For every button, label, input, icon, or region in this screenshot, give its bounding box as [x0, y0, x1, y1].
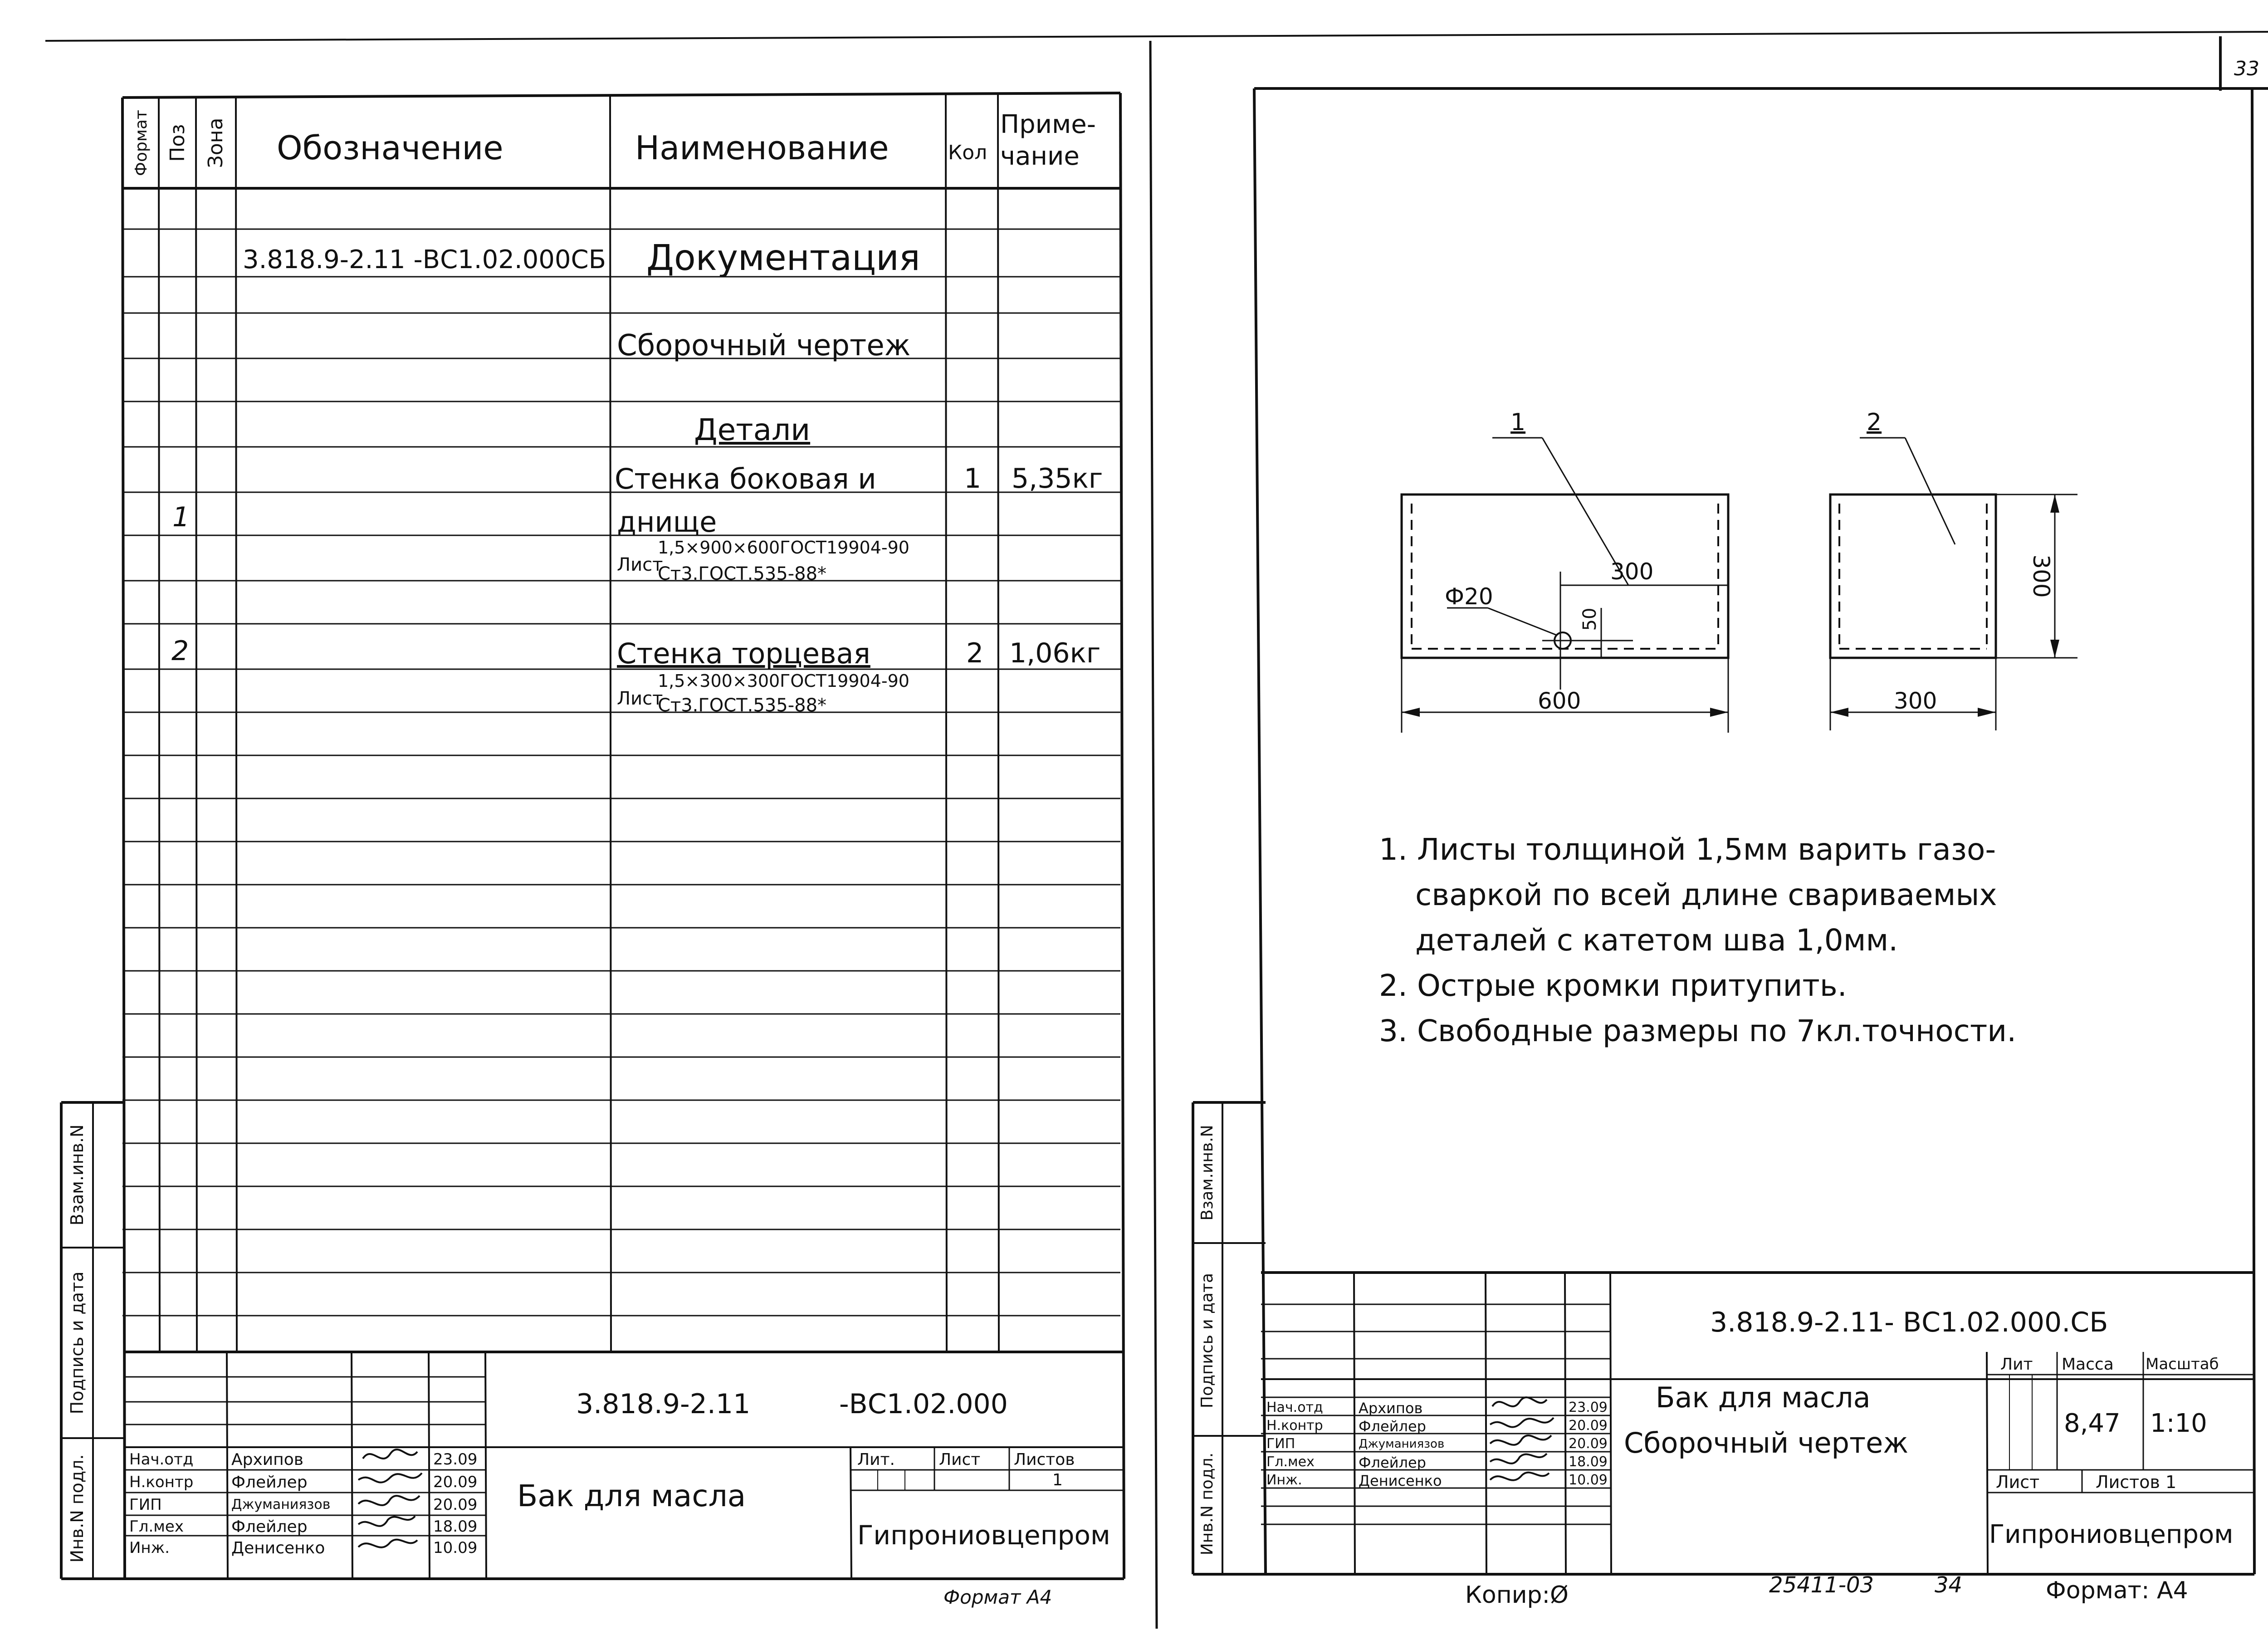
sig-date: 10.09 — [433, 1539, 478, 1557]
drawing-title-line-1: Бак для масла — [1656, 1381, 1871, 1414]
dim-d5: 300 — [1894, 688, 1937, 714]
dim-d1: Ф20 — [1445, 583, 1493, 610]
callout-2: 2 — [1867, 409, 1882, 436]
header-designation: Обозначение — [277, 129, 503, 167]
sig-name: Архипов — [231, 1450, 303, 1469]
footer-doc-number: 25411-03 — [1769, 1572, 1874, 1598]
drawing-lit-label: Лит — [2000, 1355, 2033, 1374]
header-name: Наименование — [635, 129, 889, 167]
footer-page: 34 — [1935, 1572, 1963, 1598]
sig-date: 20.09 — [1569, 1436, 1608, 1452]
drawing-title-line-2: Сборочный чертеж — [1624, 1426, 1909, 1459]
sig-name: Джуманиязов — [1359, 1437, 1445, 1451]
sig-role: ГИП — [1266, 1436, 1295, 1452]
sig-role: Нач.отд — [1266, 1400, 1323, 1415]
dim-d2: 300 — [1610, 558, 1654, 585]
item-2-material-top: 1,5×300×300ГОСТ19904-90 — [658, 671, 909, 691]
margin-inv-orig: Инв.N подл. — [67, 1454, 87, 1563]
sig-date: 23.09 — [1569, 1400, 1608, 1415]
note-line: деталей с катетом шва 1,0мм. — [1415, 923, 1898, 958]
section-details: Детали — [694, 412, 811, 447]
title-block-org: Гипрониовцепром — [857, 1520, 1110, 1551]
header-format: Формат — [132, 109, 151, 176]
title-block-code-suffix: -ВС1.02.000 — [839, 1388, 1008, 1420]
header-note: Приме-чание — [1000, 110, 1096, 171]
item-2-pos: 2 — [171, 635, 189, 667]
dim-d3: 50 — [1579, 607, 1600, 631]
drawing-scale-label: Масштаб — [2146, 1355, 2219, 1373]
title-block-title: Бак для масла — [517, 1479, 746, 1513]
assembly-drawing: Сборочный чертеж — [617, 329, 911, 362]
sig-name: Архипов — [1359, 1400, 1423, 1417]
drawing-title-block-org: Гипрониовцепром — [1989, 1520, 2234, 1549]
item-2-material-prefix: Лист — [617, 688, 663, 709]
title-block-sheets-label: Листов — [1014, 1450, 1075, 1469]
footer-copy: Копир:Ø — [1465, 1581, 1569, 1609]
margin-replace-inv-right: Взам.инв.N — [1198, 1125, 1217, 1221]
sig-role: Инж. — [1266, 1472, 1302, 1488]
format-label-left: Формат А4 — [943, 1586, 1052, 1608]
sig-role: Н.контр — [1266, 1418, 1323, 1434]
drawing-mass-value: 8,47 — [2064, 1409, 2121, 1438]
header-pos: Поз — [166, 124, 189, 162]
footer-format: Формат: А4 — [2046, 1577, 2188, 1604]
drawing-sheets-label: Листов 1 — [2096, 1472, 2177, 1492]
sig-role: Н.контр — [129, 1473, 194, 1491]
header-qty: Кол — [948, 141, 987, 164]
item-1-note: 5,35кг — [1012, 463, 1103, 494]
title-block-sheets-value: 1 — [1052, 1471, 1063, 1489]
sig-role: Гл.мех — [1266, 1454, 1315, 1470]
dim-d6: 300 — [2028, 554, 2054, 598]
sig-name: Флейлер — [231, 1473, 308, 1492]
sig-role: Гл.мех — [129, 1518, 184, 1536]
sig-date: 18.09 — [433, 1518, 478, 1536]
margin-signature-date: Подпись и дата — [67, 1271, 87, 1415]
sig-role: Нач.отд — [129, 1450, 194, 1469]
note-line: 1. Листы толщиной 1,5мм варить газо- — [1379, 832, 1996, 867]
note-line: сваркой по всей длине свариваемых — [1415, 877, 1997, 912]
item-1-pos: 1 — [172, 501, 190, 533]
note-line: 2. Острые кромки притупить. — [1379, 968, 1847, 1003]
title-block-lit-label: Лит. — [857, 1450, 895, 1469]
note-line: 3. Свободные размеры по 7кл.точности. — [1379, 1013, 2017, 1048]
title-block-sheet-label: Лист — [939, 1450, 981, 1469]
dim-d4: 600 — [1538, 688, 1581, 714]
sig-name: Флейлер — [1359, 1418, 1426, 1435]
page-number: 33 — [2234, 57, 2259, 80]
item-2-note: 1,06кг — [1009, 637, 1101, 669]
item-1-material-top: 1,5×900×600ГОСТ19904-90 — [658, 538, 909, 558]
item-1-qty: 1 — [964, 463, 982, 494]
sig-name: Денисенко — [231, 1539, 325, 1557]
item-1-material-bottom: Ст3.ГОСТ.535-88* — [658, 563, 827, 584]
drawing-mass-label: Масса — [2062, 1355, 2114, 1374]
sig-name: Флейлер — [231, 1518, 308, 1536]
margin-replace-inv: Взам.инв.N — [67, 1124, 87, 1226]
drawing-title-block-code: 3.818.9-2.11- ВС1.02.000.СБ — [1710, 1307, 2108, 1338]
sig-role: Инж. — [129, 1539, 170, 1557]
header-zone: Зона — [204, 118, 227, 168]
item-1-material-prefix: Лист — [617, 554, 663, 575]
doc-designation: 3.818.9-2.11 -ВС1.02.000СБ — [243, 245, 606, 274]
sig-date: 23.09 — [433, 1450, 478, 1469]
drawing-sheet-label: Лист — [1996, 1472, 2040, 1492]
sig-role: ГИП — [129, 1496, 162, 1514]
item-2-qty: 2 — [966, 637, 984, 669]
sig-name: Джуманиязов — [231, 1497, 331, 1513]
margin-inv-orig-right: Инв.N подл. — [1198, 1452, 1217, 1556]
sig-date: 20.09 — [1569, 1418, 1608, 1434]
sig-date: 20.09 — [433, 1473, 478, 1491]
sig-date: 20.09 — [433, 1496, 478, 1514]
sig-date: 18.09 — [1569, 1454, 1608, 1470]
item-2-name: Стенка торцевая — [617, 637, 870, 670]
sig-date: 10.09 — [1569, 1472, 1608, 1488]
margin-signature-date-right: Подпись и дата — [1198, 1273, 1217, 1409]
drawing-scale-value: 1:10 — [2150, 1409, 2207, 1438]
item-1-name: Стенка боковая и — [615, 462, 876, 495]
callout-1: 1 — [1510, 409, 1526, 436]
item-1-name-cont: днище — [617, 505, 717, 539]
title-block-code: 3.818.9-2.11 — [576, 1388, 751, 1420]
sig-name: Флейлер — [1359, 1454, 1426, 1471]
sig-name: Денисенко — [1359, 1472, 1442, 1489]
section-documentation: Документация — [646, 238, 920, 279]
item-2-material-bottom: Ст3.ГОСТ.535-88* — [658, 695, 827, 716]
